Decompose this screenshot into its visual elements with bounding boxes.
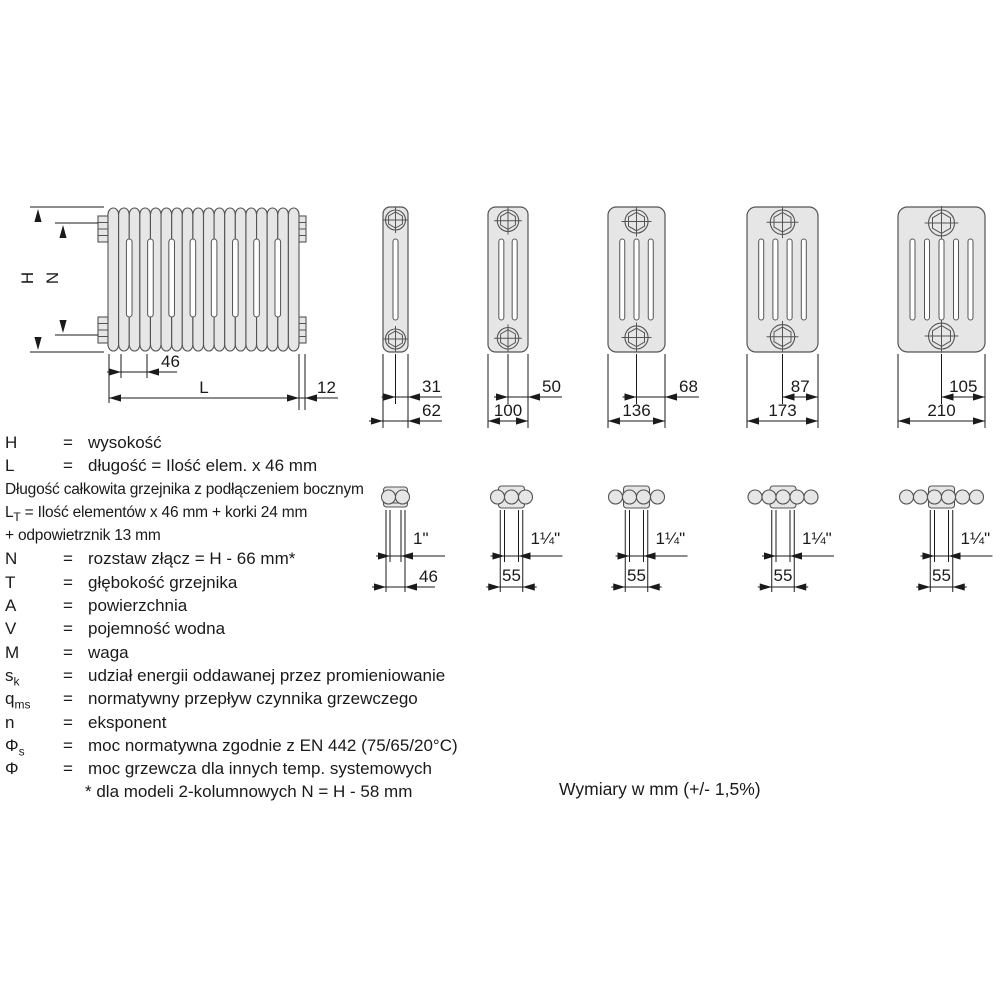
svg-text:H: H: [18, 271, 37, 285]
legend-row: N = rozstaw złącz = H - 66 mm*: [5, 547, 475, 570]
svg-text:N: N: [43, 271, 62, 285]
svg-text:87: 87: [790, 377, 810, 396]
svg-text:55: 55: [773, 566, 793, 585]
cross-section-2-column: [369, 207, 442, 428]
legend-row: Długość całkowita grzejnika z podłączeniem bocznym: [5, 480, 364, 498]
svg-text:1¼": 1¼": [802, 529, 832, 548]
legend-symbol: $\Phi_s$: [5, 735, 25, 759]
legend-row: H = wysokość: [5, 431, 475, 454]
dim-end-cap-12: [299, 354, 338, 410]
legend-row: $L_T$ = Ilość elementów x 46 mm + korki 24 mm: [5, 503, 308, 524]
legend-symbol: M: [5, 642, 20, 662]
top-view-6-column: [900, 486, 993, 592]
legend-row: $q_{ms}$ = normatywny przepływ czynnika grzewczego: [5, 687, 475, 710]
svg-text:68: 68: [679, 377, 698, 396]
legend-row: L = długość = Ilość elem. x 46 mm: [5, 454, 475, 477]
legend-row: Φ = moc grzewcza dla innych temp. systemowych: [5, 757, 475, 780]
cross-section-6-column: [898, 206, 985, 428]
dimensions-tolerance-note: Wymiary w mm (+/- 1,5%): [559, 779, 761, 799]
legend-symbol: A: [5, 596, 17, 616]
top-view-5-column: [748, 486, 834, 592]
legend-symbol: $q_{ms}$: [5, 689, 31, 712]
svg-text:55: 55: [627, 566, 646, 585]
svg-text:173: 173: [768, 401, 797, 420]
legend: [5, 431, 475, 804]
svg-text:100: 100: [493, 401, 523, 420]
svg-text:62: 62: [422, 401, 441, 420]
svg-text:46: 46: [161, 352, 180, 371]
svg-text:105: 105: [949, 377, 978, 396]
dim-length-L: [109, 354, 299, 410]
legend-row: $s_k$ = udział energii oddawanej przez promieniowanie: [5, 664, 475, 687]
legend-symbol: T: [5, 572, 16, 592]
cross-section-5-column: [747, 206, 818, 428]
legend-row: T = głębokość grzejnika: [5, 571, 475, 594]
svg-text:31: 31: [422, 377, 441, 396]
legend-row: A = powierzchnia: [5, 594, 475, 617]
svg-text:1¼": 1¼": [960, 529, 991, 548]
connection-boss: [98, 216, 108, 242]
svg-text:1¼": 1¼": [530, 529, 561, 548]
legend-footnote: * dla modeli 2-kolumnowych N = H - 58 mm: [85, 782, 413, 802]
svg-text:55: 55: [502, 566, 521, 585]
cross-section-4-column: [608, 207, 699, 428]
dim-connection-spacing-N: [43, 223, 98, 335]
top-view-4-column: [609, 486, 688, 592]
legend-symbol: H: [5, 433, 18, 452]
svg-text:55: 55: [932, 566, 951, 585]
svg-text:210: 210: [927, 401, 956, 420]
svg-text:46: 46: [419, 567, 438, 586]
cross-section-3-column: [488, 207, 562, 428]
svg-text:50: 50: [542, 377, 561, 396]
legend-row: + odpowietrznik 13 mm: [5, 527, 161, 545]
legend-symbol: n: [5, 712, 15, 732]
legend-symbol: $s_k$: [5, 665, 20, 689]
legend-row: $\Phi_s$ = moc normatywna zgodnie z EN 442 (75/65/20°C): [5, 734, 475, 757]
legend-row: V = pojemność wodna: [5, 617, 475, 640]
front-view-radiator: [98, 208, 306, 351]
legend-symbol: Φ: [5, 759, 19, 779]
svg-text:12: 12: [317, 378, 336, 397]
legend-row: n = eksponent: [5, 711, 475, 734]
legend-row: M = waga: [5, 641, 475, 664]
svg-text:1": 1": [413, 529, 429, 548]
legend-symbol: L: [5, 456, 15, 476]
svg-text:L: L: [199, 378, 209, 397]
svg-text:136: 136: [622, 401, 651, 420]
top-view-3-column: [486, 486, 562, 592]
svg-text:1¼": 1¼": [655, 529, 686, 548]
legend-symbol: V: [5, 619, 17, 639]
dim-element-pitch-46: [107, 352, 180, 378]
connection-boss: [98, 317, 108, 343]
legend-symbol: N: [5, 549, 18, 569]
